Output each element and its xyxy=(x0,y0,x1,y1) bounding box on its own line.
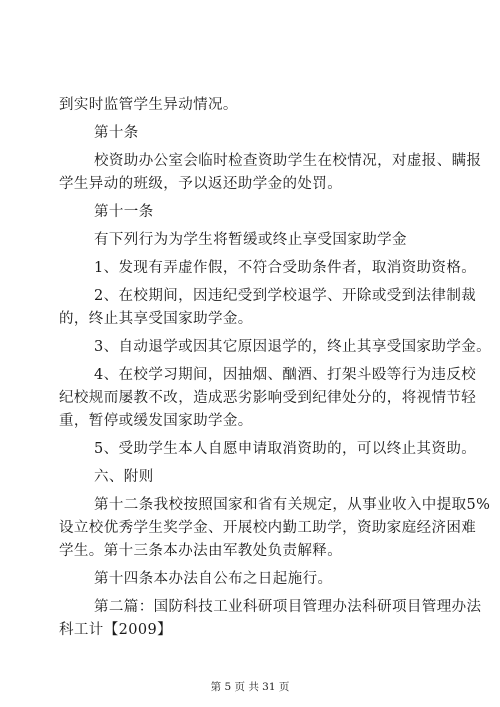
list-item: 3、自动退学或因其它原因退学的，终止其享受国家助学金。 xyxy=(94,339,492,355)
article-heading: 第十一条 xyxy=(94,204,154,220)
text-line: 第十二条我校按照国家和省有关规定，从事业收入中提取5% xyxy=(94,497,491,513)
page-footer: 第 5 页 共 31 页 xyxy=(210,681,290,693)
text-line: 第二篇：国防科技工业科研项目管理办法科研项目管理办法 xyxy=(94,599,482,615)
article-heading: 第十条 xyxy=(94,125,139,141)
list-item: 1、发现有弄虚作假，不符合受助条件者，取消资助资格。 xyxy=(94,260,477,276)
text-line: 第十四条本办法自公布之日起施行。 xyxy=(94,571,333,587)
text-line: 科工计【2009】 xyxy=(59,622,173,638)
list-item: 4、在校学习期间，因抽烟、酗酒、打架斗殴等行为违反校 xyxy=(94,367,477,383)
list-item: 5、受助学生本人自愿申请取消资助的，可以终止其资助。 xyxy=(94,441,477,457)
section-heading: 六、附则 xyxy=(94,469,154,485)
text-line: 校资助办公室会临时检查资助学生在校情况，对虚报、瞒报 xyxy=(94,153,482,169)
text-line: 的，终止其享受国家助学金。 xyxy=(59,311,253,327)
list-item: 2、在校期间，因违纪受到学校退学、开除或受到法律制裁 xyxy=(94,288,477,304)
text-line: 纪校规而屡教不改，造成恶劣影响受到纪律处分的，将视情节轻 xyxy=(59,390,477,406)
text-line: 到实时监管学生异动情况。 xyxy=(59,97,238,113)
text-line: 有下列行为为学生将暂缓或终止享受国家助学金 xyxy=(94,232,407,248)
text-line: 重，暂停或缓发国家助学金。 xyxy=(59,413,253,429)
text-line: 学生异动的班级，予以返还助学金的处罚。 xyxy=(59,176,343,192)
text-line: 设立校优秀学生奖学金、开展校内勤工助学，资助家庭经济困难 xyxy=(59,520,477,536)
text-line: 学生。第十三条本办法由军教处负责解释。 xyxy=(59,543,343,559)
